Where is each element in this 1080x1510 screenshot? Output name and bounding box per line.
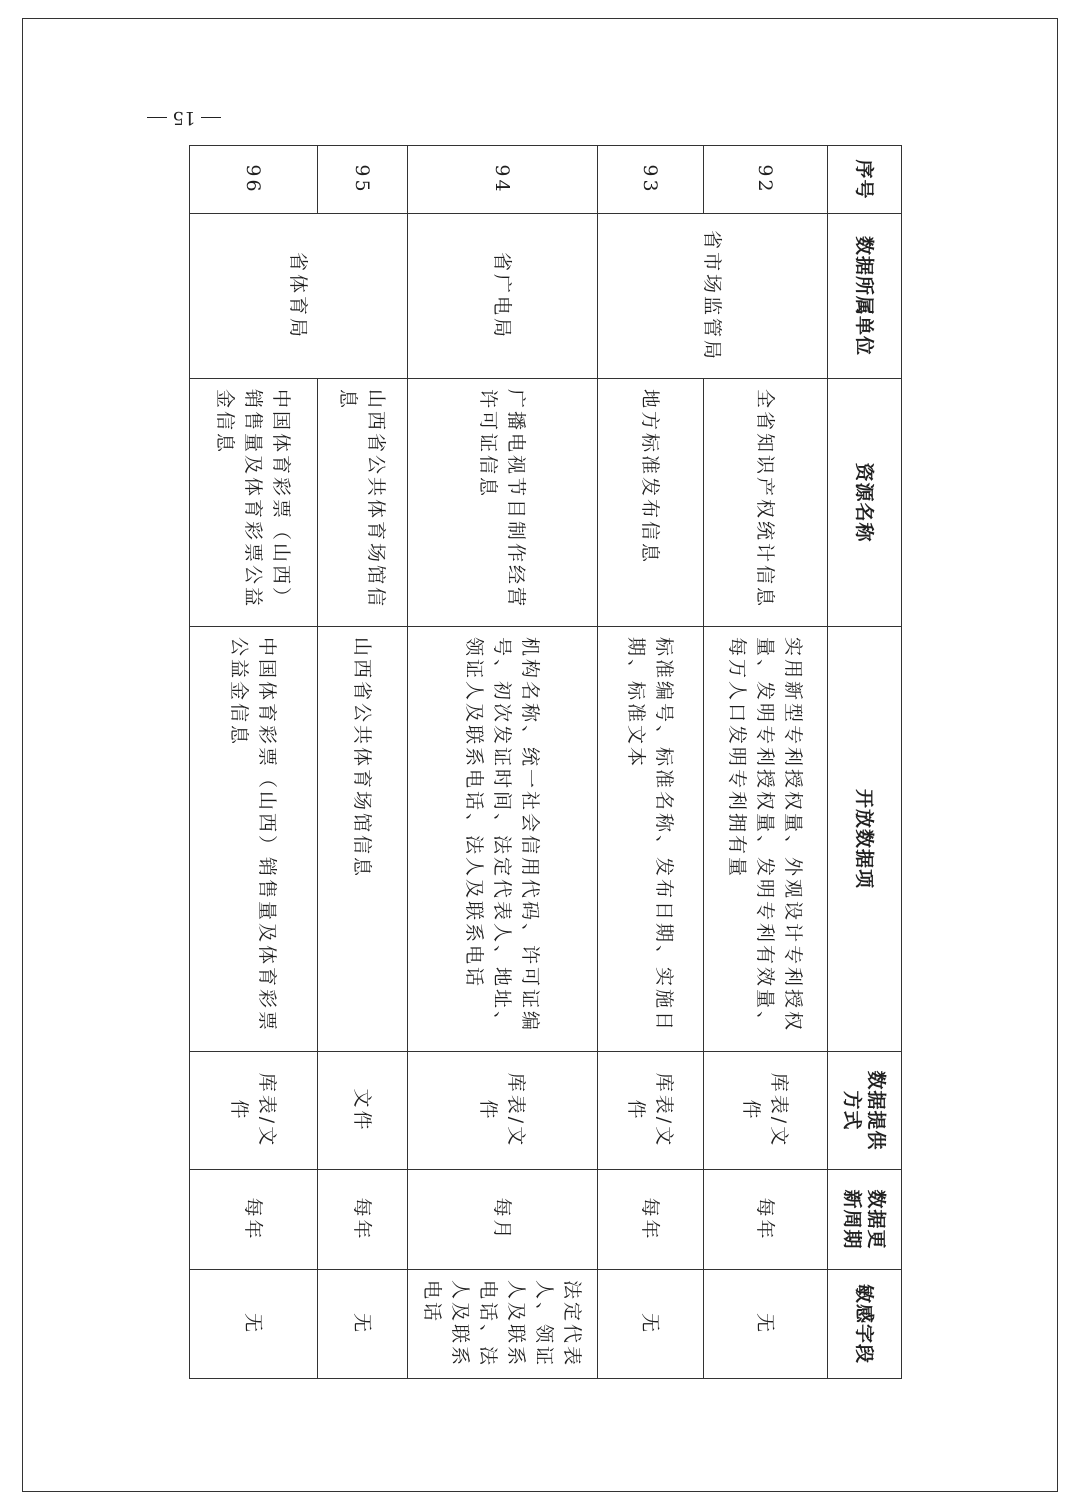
cell-resource: 地方标准发布信息 xyxy=(598,379,704,627)
header-cycle: 数据更新周期 xyxy=(828,1170,902,1270)
cell-items: 中国体育彩票（山西）销售量及体育彩票公益金信息 xyxy=(190,627,318,1052)
cell-seq: 94 xyxy=(408,146,598,214)
cell-seq: 92 xyxy=(704,146,828,214)
cell-items: 机构名称、统一社会信用代码、许可证编号、初次发证时间、法定代表人、地址、领证人及联系电话、法人及联系电话 xyxy=(408,627,598,1052)
cell-sensitive: 无 xyxy=(190,1270,318,1379)
cell-cycle: 每年 xyxy=(318,1170,408,1270)
cell-unit: 省广电局 xyxy=(408,214,598,379)
cell-sensitive: 法定代表人、领证人及联系电话、法人及联系电话 xyxy=(408,1270,598,1379)
cell-cycle: 每月 xyxy=(408,1170,598,1270)
cell-sensitive: 无 xyxy=(598,1270,704,1379)
cell-items: 标准编号、标准名称、发布日期、实施日期、标准文本 xyxy=(598,627,704,1052)
cell-resource: 中国体育彩票（山西）销售量及体育彩票公益金信息 xyxy=(190,379,318,627)
cell-method: 库表/文件 xyxy=(190,1052,318,1170)
table-row xyxy=(408,146,598,1379)
cell-items: 山西省公共体育场馆信息 xyxy=(318,627,408,1052)
rotated-table-container xyxy=(190,145,902,1378)
cell-seq: 95 xyxy=(318,146,408,214)
cell-sensitive: 无 xyxy=(704,1270,828,1379)
table-row xyxy=(318,146,408,1379)
header-seq: 序号 xyxy=(828,146,902,214)
cell-items: 实用新型专利授权量、外观设计专利授权量、发明专利授权量、发明专利有效量、每万人口发明专利拥有量 xyxy=(704,627,828,1052)
header-resource: 资源名称 xyxy=(828,379,902,627)
header-method: 数据提供方式 xyxy=(828,1052,902,1170)
cell-cycle: 每年 xyxy=(598,1170,704,1270)
page-number: 15 xyxy=(146,108,222,128)
cell-sensitive: 无 xyxy=(318,1270,408,1379)
cell-method: 库表/文件 xyxy=(704,1052,828,1170)
open-data-table xyxy=(189,145,902,1379)
cell-seq: 96 xyxy=(190,146,318,214)
cell-unit: 省市场监管局 xyxy=(598,214,828,379)
cell-resource: 山西省公共体育场馆信息 xyxy=(318,379,408,627)
cell-method: 文件 xyxy=(318,1052,408,1170)
cell-resource: 全省知识产权统计信息 xyxy=(704,379,828,627)
cell-cycle: 每年 xyxy=(704,1170,828,1270)
cell-resource: 广播电视节目制作经营许可证信息 xyxy=(408,379,598,627)
cell-method: 库表/文件 xyxy=(598,1052,704,1170)
header-items: 开放数据项 xyxy=(828,627,902,1052)
table-row xyxy=(704,146,828,1379)
header-unit: 数据所属单位 xyxy=(828,214,902,379)
header-sensitive: 敏感字段 xyxy=(828,1270,902,1379)
cell-seq: 93 xyxy=(598,146,704,214)
cell-method: 库表/文件 xyxy=(408,1052,598,1170)
header-row xyxy=(828,146,902,1379)
cell-unit: 省体育局 xyxy=(190,214,408,379)
cell-cycle: 每年 xyxy=(190,1170,318,1270)
